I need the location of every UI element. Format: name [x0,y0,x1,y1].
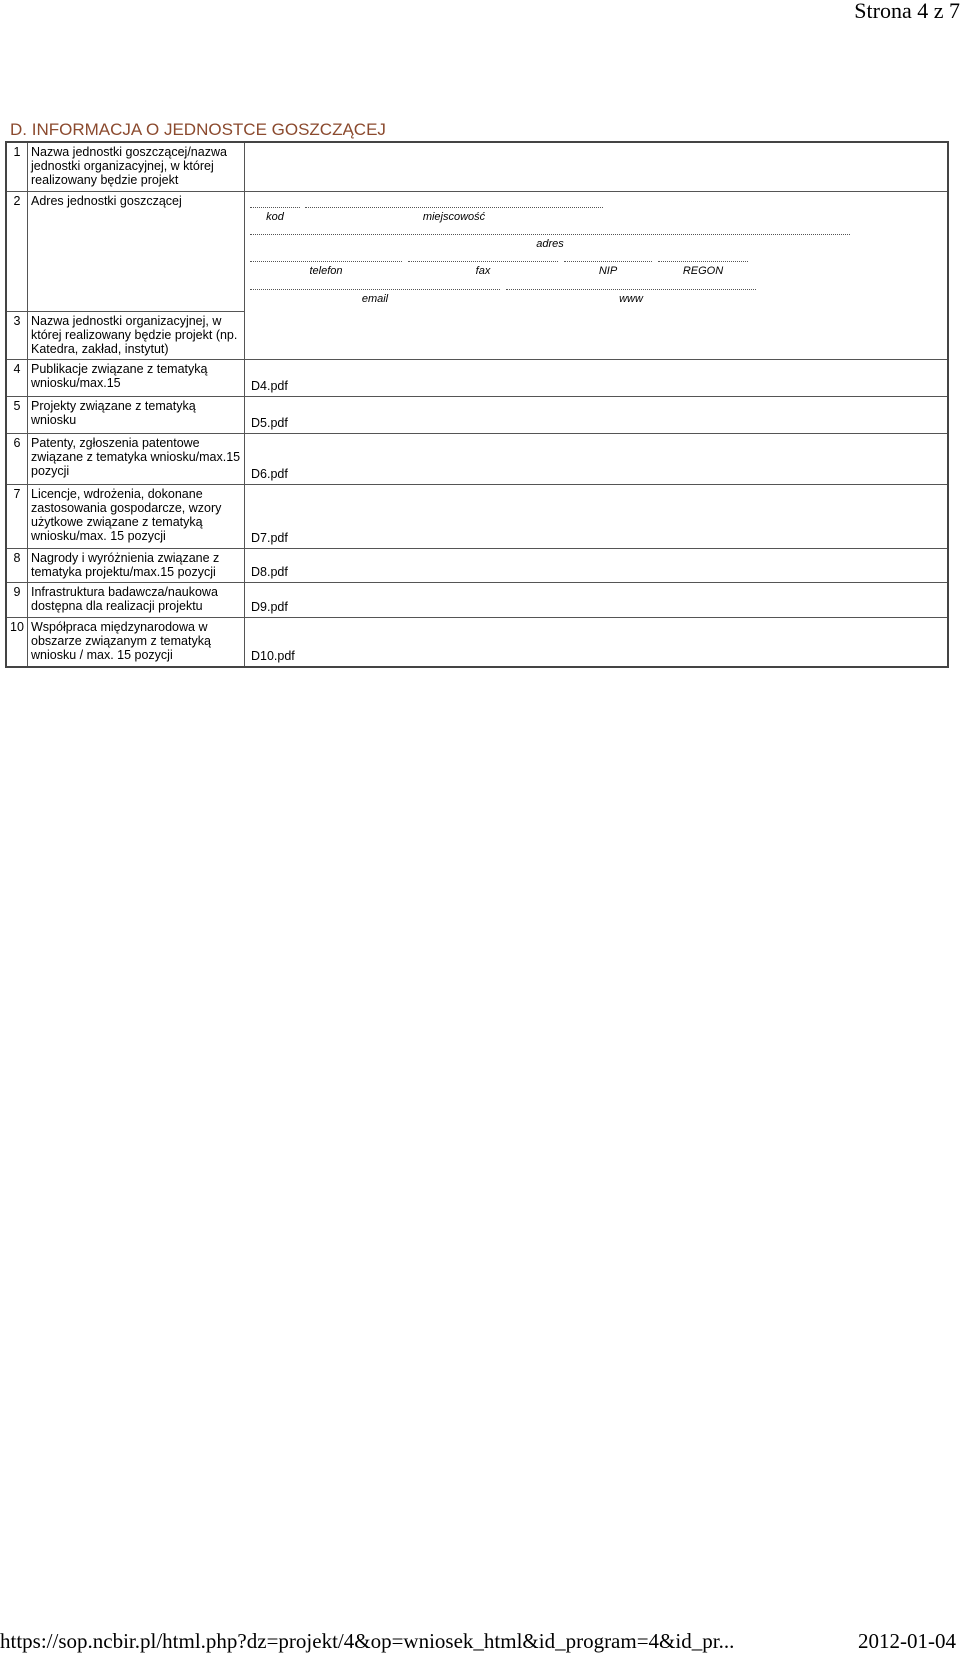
table-row [6,433,948,484]
org-unit-name-field[interactable] [245,311,949,359]
table-row [6,311,948,359]
row-label: Nagrody i wyróżnienia związane z tematyka projektu/max.15 pozycji [28,548,245,582]
postal-code-caption: kod [266,210,284,223]
row-label: Nazwa jednostki organizacyjnej, w której realizowany będzie projekt (np. Katedra, zakład, instytut) [28,311,245,359]
section-title: D. INFORMACJA O JEDNOSTCE GOSZCZĄCEJ [10,120,386,139]
street-address-field[interactable] [250,234,850,235]
city-field[interactable] [305,207,603,208]
table-row [6,142,948,191]
row-number: 3 [6,311,28,359]
row-number: 2 [6,191,28,311]
row-label: Infrastruktura badawcza/naukowa dostępna dla realizacji projektu [28,582,245,617]
row-number: 4 [6,359,28,396]
row-number: 9 [6,582,28,617]
city-caption: miejscowość [422,210,486,223]
footer-url: https://sop.ncbir.pl/html.php?dz=projekt/4&op=wniosek_html&id_program=4&id_pr... [0,1629,735,1653]
table-row [6,191,948,311]
postal-code-field[interactable] [250,207,300,208]
row-label: Współpraca międzynarodowa w obszarze związanym z tematyką wniosku / max. 15 pozycji [28,617,245,667]
www-field[interactable] [506,289,756,290]
nip-caption: NIP [598,264,618,277]
footer-date: 2012-01-04 [858,1629,956,1653]
row-number: 1 [6,142,28,191]
attachment-link[interactable]: D7.pdf [251,530,288,545]
host-unit-form-table [5,141,949,668]
table-row [6,617,948,667]
table-row [6,548,948,582]
email-field[interactable] [250,289,500,290]
street-address-caption: adres [536,237,564,250]
attachment-link[interactable]: D6.pdf [251,466,288,481]
www-caption: www [619,292,643,305]
attachment-link[interactable]: D4.pdf [251,378,288,393]
row-number: 8 [6,548,28,582]
phone-caption: telefon [309,264,343,277]
row-number: 6 [6,433,28,484]
email-caption: email [361,292,389,305]
row-label: Licencje, wdrożenia, dokonane zastosowania gospodarcze, wzory użytkowe związane z tematyką wniosku/max. 15 pozycji [28,484,245,548]
table-row [6,396,948,433]
row-number: 7 [6,484,28,548]
regon-field[interactable] [658,261,748,262]
address-field-group [245,191,949,311]
table-row [6,359,948,396]
row-label: Nazwa jednostki goszczącej/nazwa jednostki organizacyjnej, w której realizowany będzie projekt [28,142,245,191]
row-label: Projekty związane z tematyką wniosku [28,396,245,433]
phone-field[interactable] [250,261,402,262]
fax-field[interactable] [408,261,558,262]
row-label: Adres jednostki goszczącej [28,191,245,311]
regon-caption: REGON [682,264,724,277]
attachment-link[interactable]: D5.pdf [251,415,288,430]
page-number: Strona 4 z 7 [854,0,960,23]
nip-field[interactable] [564,261,652,262]
attachment-link[interactable]: D10.pdf [251,649,295,663]
attachment-link[interactable]: D9.pdf [251,599,288,614]
attachment-link[interactable]: D8.pdf [251,564,288,579]
fax-caption: fax [475,264,491,277]
table-row [6,582,948,617]
row-label: Publikacje związane z tematyką wniosku/max.15 [28,359,245,396]
row-number: 10 [6,617,28,667]
row-number: 5 [6,396,28,433]
row-label: Patenty, zgłoszenia patentowe związane z tematyka wniosku/max.15 pozycji [28,433,245,484]
host-unit-name-field[interactable] [245,142,949,191]
table-row [6,484,948,548]
